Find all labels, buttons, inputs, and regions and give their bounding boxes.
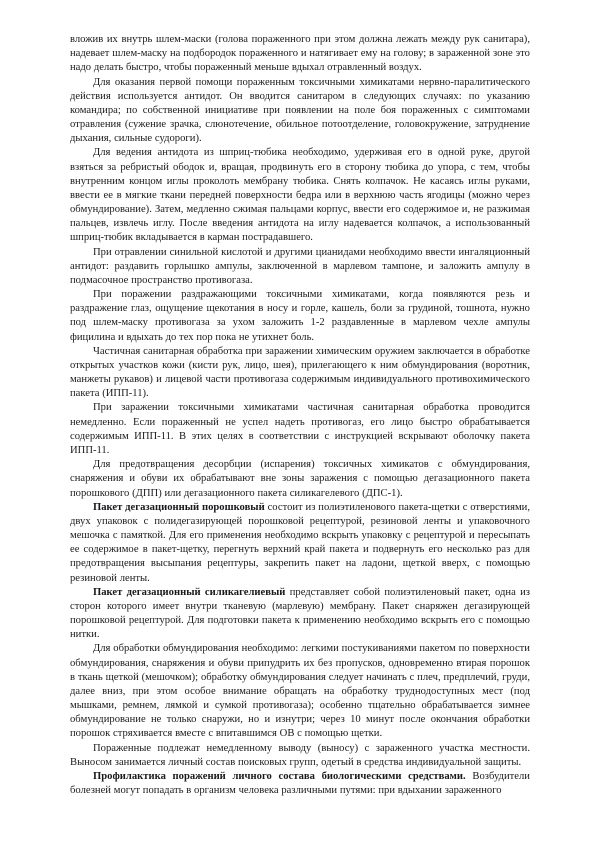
paragraph-cyanide-antidote: При отравлении синильной кислотой и другими цианидами необходимо ввести ингаляционный антидот: раздавить горлышко ампулы, заключенной в марлевом тампоне, и заложить ампулу в подмасочное пространство противогаза. [70, 246, 530, 286]
paragraph-silicagel-degassing-packet-body: представляет собой полиэтиленовый пакет, одна из сторон которого имеет внутри тканевую (марлевую) мембрану. Пакет снаряжен дегазирующей порошковой рецептурой. Для подготовки пакета к применению необходимо вскрыть его с помощью нитки. [70, 586, 530, 641]
paragraph-continuation: вложив их внутрь шлем-маски (голова пораженного при этом должна лежать между рук санитара), надевает шлем-маску на подбородок пораженного и натягивает ему на голову; в зараженной зоне это надо делать быстро, чтобы пораженный меньше вдыхал отравленный воздух. [70, 34, 530, 74]
paragraph-syringe-tube-procedure: Для ведения антидота из шприц-тюбика необходимо, удерживая его в одной руке, другой взяться за ребристый ободок и, вращая, продвинуть его в сторону тюбика до упора, с тем, чтобы внутренним концом иглы проколоть мембрану тюбика. Снять колпачок. Не касаясь иглы руками, ввести ее в мягкие ткани передней поверхности бедра или в верхнюю часть ягодицы (можно через обмундирование). Затем, медленно сжимая пальцами корпус, ввести его содержимое и, не разжимая пальцев, извлечь иглу. После введения антидота на иглу надевается колпачок, а использованный шприц-тюбик вкладывается в карман пострадавшего. [70, 147, 530, 244]
heading-powder-degassing-packet: Пакет дегазационный порошковый [93, 501, 265, 513]
paragraph-silicagel-degassing-packet [70, 586, 530, 643]
paragraph-uniform-treatment: Для обработки обмундирования необходимо: легкими постукиваниями пакетом по поверхности обмундирования, снаряжения и обуви припудрить их без пропусков, одновременно втирая порошок в ткань щеткой (мешочком); обработку обмундирования следует начинать с плеч, предплечий, груди, далее вниз, при этом особое внимание обращать на обработку труднодоступных мест (под мышками, ремнем, лямкой и сумкой противогаза); особенно тщательно обрабатывается зимнее обмундирование не только снаружи, но и изнутри; через 10 минут после окончания обработки порошок стряхивается вместе с впитавшимся ОВ с помощью щетки. [70, 643, 530, 740]
heading-biological-prophylaxis: Профилактика поражений личного состава биологическими средствами. [93, 770, 466, 782]
paragraph-ipp11-usage: При заражении токсичными химикатами частичная санитарная обработка проводится немедленно. Если пораженный не успел надеть противогаз, его лицо быстро обрабатывается содержимым ИПП-11. В этих целях в соответствии с инструкцией вскрывают оболочку пакета ИПП-11. [70, 402, 530, 456]
paragraph-desorption-prevention: Для предотвращения десорбции (испарения) токсичных химикатов с обмундирования, снаряжения и обуви их обрабатывают вне зоны заражения с помощью дегазационного пакета порошкового (ДПП) или дегазационного пакета силикагелевого (ДПС-1). [70, 459, 530, 499]
text-column [70, 33, 530, 798]
heading-silicagel-degassing-packet: Пакет дегазационный силикагелиевый [93, 586, 286, 598]
paragraph-powder-degassing-packet-body: состоит из полиэтиленового пакета-щетки с отверстиями, двух упаковок с полидегазирующей порошковой рецептурой, резиновой ленты и упаковочного мешочка с памяткой. Для его применения необходимо вскрыть упаковку с рецептурой и пересыпать ее содержимое в пакет-щетку, перегнуть верхний край пакета и подвернуть его несколько раз для предотвращения высыпания рецептуры, закрепить пакет на ладони, щеткой вверх, с помощью резиновой ленты. [70, 501, 530, 584]
paragraph-irritant-chemicals: При поражении раздражающими токсичными химикатами, когда появляются резь и раздражение глаз, ощущение щекотания в носу и горле, кашель, боли за грудиной, тошнота, нужно под шлем-маску противогаза за ухом заложить 1-2 раздавленные в марлевом чехле ампулы фицилина и вдыхать до тех пор пока не утихнет боль. [70, 289, 530, 343]
paragraph-powder-degassing-packet [70, 501, 530, 586]
paragraph-biological-prophylaxis-body: Возбудители болезней могут попадать в организм человека различными путями: при вдыхании зараженного [70, 770, 530, 797]
paragraph-biological-prophylaxis [70, 770, 530, 798]
paragraph-first-aid-antidote: Для оказания первой помощи пораженным токсичными химикатами нервно-паралитического действия используется антидот. Он вводится санитаром в следующих случаях: по указанию командира; по собственной инициативе при появлении на поле боя пораженных с симптомами отравления (сужение зрачка, слюнотечение, обильное потоотделение, головокружение, затруднение дыхания, сильные судороги). [70, 76, 530, 145]
paragraph-casualty-evacuation: Пораженные подлежат немедленному выводу (выносу) с зараженного участка местности. Выносом занимается личный состав поисковых групп, одетый в средства индивидуальной защиты. [70, 742, 530, 768]
paragraph-partial-sanitary-treatment: Частичная санитарная обработка при заражении химическим оружием заключается в обработке открытых участков кожи (кисти рук, лицо, шея), прилегающего к ним обмундирования (воротник, манжеты рукавов) и лицевой части противогаза содержимым индивидуального противохимического пакета (ИПП-11). [70, 345, 530, 400]
